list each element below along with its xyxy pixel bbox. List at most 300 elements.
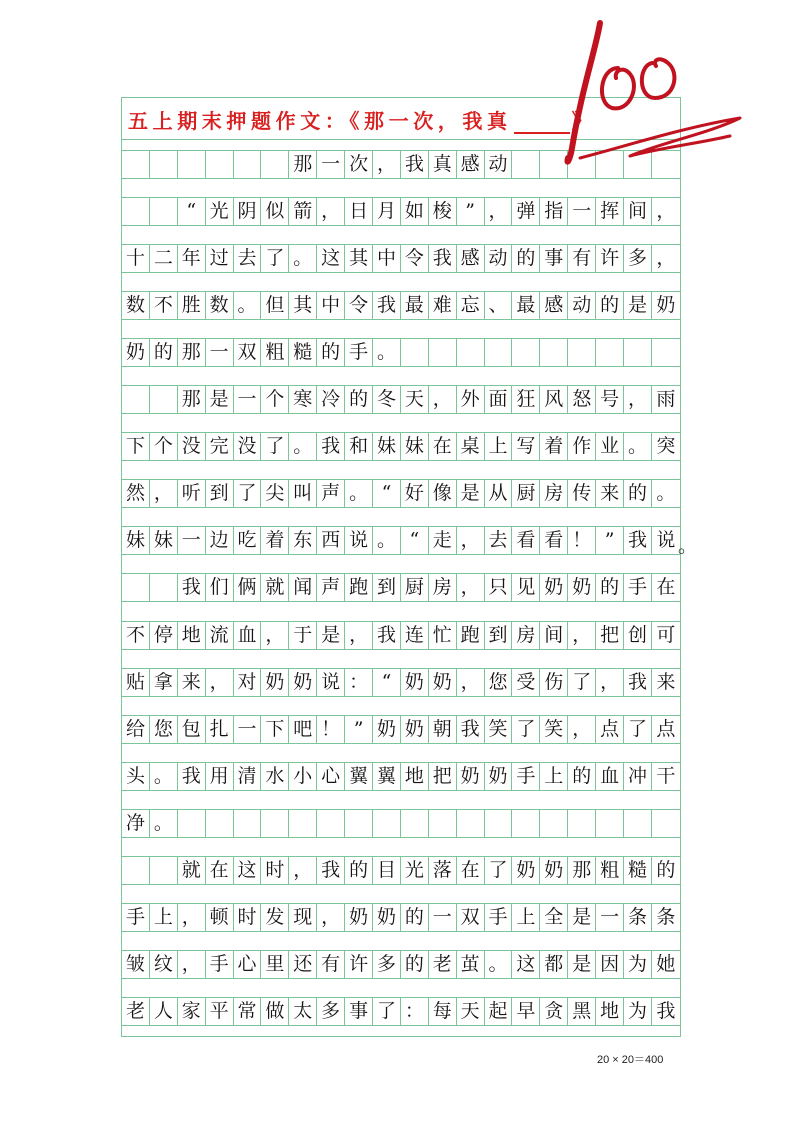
grid-cell: 冬 <box>373 385 401 414</box>
grid-cell: 我 <box>317 432 345 461</box>
essay-row <box>122 197 680 226</box>
underline-swoosh <box>580 118 740 158</box>
grid-cell: 就 <box>261 573 289 602</box>
grid-cell: 的 <box>568 762 596 791</box>
grid-cell: 。 <box>234 291 262 320</box>
grid-cell: 这 <box>234 856 262 885</box>
grid-cell: 日 <box>345 197 373 226</box>
grid-cell: 间 <box>540 621 568 650</box>
grid-cell: 令 <box>401 244 429 273</box>
grid-cell: 不 <box>150 291 178 320</box>
grid-cell: 我 <box>373 621 401 650</box>
grid-cell: 一 <box>317 150 345 179</box>
grid-cell: 黑 <box>568 997 596 1026</box>
grid-cell: ！ <box>317 715 345 744</box>
grid-cell: 翼 <box>345 762 373 791</box>
grid-cell: 好 <box>401 479 429 508</box>
grid-cell: 地 <box>178 621 206 650</box>
grid-cell: 声 <box>317 479 345 508</box>
grid-cell: 奶 <box>373 715 401 744</box>
grid-cell: 声 <box>317 573 345 602</box>
grid-cell: “ <box>401 526 429 555</box>
grid-cell: ， <box>485 197 513 226</box>
grid-cell: ！ <box>568 526 596 555</box>
grid-cell: 我 <box>401 150 429 179</box>
grid-cell: ， <box>317 903 345 932</box>
grid-cell: 一 <box>178 526 206 555</box>
grid-cell: 为 <box>624 950 652 979</box>
grid-cell: 我 <box>457 715 485 744</box>
grid-cell: 是 <box>568 950 596 979</box>
grid-cell: 给 <box>122 715 150 744</box>
grid-cell: 光 <box>206 197 234 226</box>
grid-cell: 。 <box>485 950 513 979</box>
grid-cell: 多 <box>624 244 652 273</box>
grid-cell: 突 <box>652 432 680 461</box>
grid-cell: 许 <box>596 244 624 273</box>
grid-cell: 糙 <box>289 338 317 367</box>
grid-cell: 一 <box>596 903 624 932</box>
grid-cell <box>512 338 540 367</box>
grid-cell: 上 <box>485 432 513 461</box>
grid-cell <box>457 809 485 838</box>
grid-cell: 吃 <box>234 526 262 555</box>
grid-cell: 过 <box>206 244 234 273</box>
grid-cell <box>429 809 457 838</box>
essay-row <box>122 526 680 555</box>
grade-score-100 <box>560 8 750 173</box>
grid-cell: 从 <box>485 479 513 508</box>
grid-cell: 为 <box>624 997 652 1026</box>
grid-cell: 了 <box>261 432 289 461</box>
grid-cell: 完 <box>206 432 234 461</box>
grid-cell: 像 <box>429 479 457 508</box>
grid-cell <box>596 809 624 838</box>
grid-cell <box>234 150 262 179</box>
grid-cell: 了 <box>568 668 596 697</box>
grid-cell <box>401 338 429 367</box>
grid-cell: 光 <box>401 856 429 885</box>
grid-cell: 冷 <box>317 385 345 414</box>
grid-cell: 没 <box>234 432 262 461</box>
grid-cell: 笑 <box>485 715 513 744</box>
grid-cell: ， <box>178 903 206 932</box>
grid-cell <box>206 150 234 179</box>
digit-0-second-stroke <box>642 59 675 98</box>
grid-cell: ” <box>596 526 624 555</box>
grid-cell: 上 <box>150 903 178 932</box>
grid-cell: 看 <box>540 526 568 555</box>
grid-cell: 的 <box>624 479 652 508</box>
grid-cell: 。 <box>373 338 401 367</box>
grid-cell: 说 <box>317 668 345 697</box>
grid-cell: 业 <box>596 432 624 461</box>
grid-cell: 十 <box>122 244 150 273</box>
grid-cell: 清 <box>234 762 262 791</box>
grid-cell: 似 <box>261 197 289 226</box>
grid-cell: 太 <box>289 997 317 1026</box>
grid-cell: 可 <box>652 621 680 650</box>
grid-cell: 她 <box>652 950 680 979</box>
grid-cell <box>150 385 178 414</box>
grid-cell <box>540 809 568 838</box>
grid-cell <box>206 809 234 838</box>
grid-cell: 不 <box>122 621 150 650</box>
grid-cell: 桌 <box>457 432 485 461</box>
grid-cell: “ <box>373 668 401 697</box>
grid-cell: 东 <box>289 526 317 555</box>
essay-row <box>122 903 680 932</box>
grid-cell: 连 <box>401 621 429 650</box>
digit-1-stroke <box>567 23 600 162</box>
grid-cell: 天 <box>457 997 485 1026</box>
grid-cell: 全 <box>540 903 568 932</box>
grid-cell: 。 <box>150 762 178 791</box>
grid-cell <box>401 809 429 838</box>
grid-cell: 的 <box>596 291 624 320</box>
grid-cell: 您 <box>150 715 178 744</box>
essay-row <box>122 244 680 273</box>
grid-cell: 见 <box>512 573 540 602</box>
grid-cell: 我 <box>373 291 401 320</box>
grid-cell: 把 <box>596 621 624 650</box>
grid-cell <box>568 809 596 838</box>
grid-cell: 难 <box>429 291 457 320</box>
grid-cell: 条 <box>624 903 652 932</box>
grid-cell: ， <box>652 197 680 226</box>
grid-cell: 老 <box>429 950 457 979</box>
grid-cell: 。 <box>150 809 178 838</box>
grid-cell: 叫 <box>289 479 317 508</box>
grid-cell: 每 <box>429 997 457 1026</box>
grid-cell: 做 <box>261 997 289 1026</box>
grid-cell: 如 <box>401 197 429 226</box>
grid-cell: ， <box>624 385 652 414</box>
grid-cell: 真 <box>429 150 457 179</box>
grid-cell: 一 <box>206 338 234 367</box>
grid-cell: 我 <box>652 997 680 1026</box>
grid-cell: 了 <box>624 715 652 744</box>
grid-cell: 因 <box>596 950 624 979</box>
grid-cell: 对 <box>234 668 262 697</box>
grid-cell <box>150 573 178 602</box>
grid-cell <box>150 856 178 885</box>
grid-cell: 我 <box>178 573 206 602</box>
grid-cell: 是 <box>568 903 596 932</box>
essay-row <box>122 762 680 791</box>
grid-cell: 家 <box>178 997 206 1026</box>
grid-cell: 条 <box>652 903 680 932</box>
grid-cell: 小 <box>289 762 317 791</box>
grid-cell: 这 <box>512 950 540 979</box>
grid-cell: 们 <box>206 573 234 602</box>
grid-cell: 中 <box>373 244 401 273</box>
grid-cell: 常 <box>234 997 262 1026</box>
grid-cell: 了 <box>234 479 262 508</box>
grid-cell: ” <box>457 197 485 226</box>
essay-row <box>122 950 680 979</box>
composition-title <box>128 105 596 134</box>
grid-cell: 平 <box>206 997 234 1026</box>
grid-cell: 发 <box>261 903 289 932</box>
grid-cell: 年 <box>178 244 206 273</box>
grid-cell: 一 <box>234 385 262 414</box>
grid-cell: 时 <box>234 903 262 932</box>
grid-cell: 边 <box>206 526 234 555</box>
title-suffix: 》 <box>571 109 597 133</box>
grid-cell: 最 <box>512 291 540 320</box>
grid-cell: 事 <box>345 997 373 1026</box>
grid-cell: ” <box>345 715 373 744</box>
grid-cell: 心 <box>317 762 345 791</box>
grid-cell: 妹 <box>401 432 429 461</box>
grid-cell: 房 <box>540 479 568 508</box>
grid-cell <box>178 809 206 838</box>
grid-cell: 寒 <box>289 385 317 414</box>
grid-cell: 听 <box>178 479 206 508</box>
grid-cell: 厨 <box>401 573 429 602</box>
grid-cell: 了 <box>261 244 289 273</box>
grid-cell: 上 <box>512 903 540 932</box>
grid-cell: 。 <box>289 432 317 461</box>
grid-cell <box>652 809 680 838</box>
grid-cell: 雨 <box>652 385 680 414</box>
grid-cell: 梭 <box>429 197 457 226</box>
grid-cell: 到 <box>206 479 234 508</box>
grid-cell: 老 <box>122 997 150 1026</box>
grid-cell: 。 <box>345 479 373 508</box>
grid-cell: 的 <box>345 385 373 414</box>
grid-cell: ， <box>317 197 345 226</box>
grid-cell: 和 <box>345 432 373 461</box>
grid-cell: 就 <box>178 856 206 885</box>
grid-cell: 的 <box>345 856 373 885</box>
grid-cell: 来 <box>178 668 206 697</box>
grid-cell <box>261 809 289 838</box>
grid-cell <box>122 573 150 602</box>
grid-cell: 了 <box>512 715 540 744</box>
grid-cell: 动 <box>568 291 596 320</box>
grid-cell: 指 <box>540 197 568 226</box>
grid-cell: 最 <box>401 291 429 320</box>
grid-cell: 奶 <box>457 762 485 791</box>
grid-cell: 心 <box>234 950 262 979</box>
grid-cell: 的 <box>150 338 178 367</box>
grid-cell: 闻 <box>289 573 317 602</box>
grid-cell: 间 <box>624 197 652 226</box>
grid-cell: 感 <box>457 150 485 179</box>
grid-cell: 的 <box>652 856 680 885</box>
grid-cell <box>317 809 345 838</box>
grid-cell <box>150 197 178 226</box>
grid-cell: 干 <box>652 762 680 791</box>
grid-cell: ， <box>596 668 624 697</box>
grid-cell: 下 <box>122 432 150 461</box>
grid-cell: 起 <box>485 997 513 1026</box>
grid-cell: 一 <box>234 715 262 744</box>
grid-cell: 朝 <box>429 715 457 744</box>
grid-cell: ： <box>345 668 373 697</box>
grid-cell: 有 <box>317 950 345 979</box>
grid-cell: 说 <box>345 526 373 555</box>
grid-cell: 受 <box>512 668 540 697</box>
grid-cell <box>596 338 624 367</box>
grid-cell: 粗 <box>596 856 624 885</box>
grid-cell: ， <box>206 668 234 697</box>
grid-cell: 传 <box>568 479 596 508</box>
grid-cell: 在 <box>457 856 485 885</box>
grid-cell: 下 <box>261 715 289 744</box>
grid-cell: 忘 <box>457 291 485 320</box>
grid-cell: 许 <box>345 950 373 979</box>
grid-cell: 风 <box>540 385 568 414</box>
grid-cell: 那 <box>568 856 596 885</box>
grid-cell: 其 <box>289 291 317 320</box>
grid-cell: 纹 <box>150 950 178 979</box>
grid-cell: 糙 <box>624 856 652 885</box>
grid-cell: 贪 <box>540 997 568 1026</box>
grid-cell <box>540 338 568 367</box>
grid-cell <box>624 338 652 367</box>
grid-cell: 皱 <box>122 950 150 979</box>
grid-cell: 顿 <box>206 903 234 932</box>
essay-row <box>122 715 680 744</box>
overflow-punctuation: 。 <box>678 535 698 557</box>
grid-cell: ， <box>429 385 457 414</box>
grid-cell <box>122 150 150 179</box>
grid-cell: 胜 <box>178 291 206 320</box>
grid-cell: 天 <box>401 385 429 414</box>
grid-cell <box>122 385 150 414</box>
composition-grid-paper <box>121 97 681 1037</box>
grid-cell: 手 <box>485 903 513 932</box>
grid-cell: 停 <box>150 621 178 650</box>
grid-cell <box>289 809 317 838</box>
grid-cell: 双 <box>234 338 262 367</box>
grid-cell: 作 <box>568 432 596 461</box>
grid-cell: 房 <box>429 573 457 602</box>
grid-cell: 是 <box>206 385 234 414</box>
grid-cell: 的 <box>317 338 345 367</box>
grid-cell: 西 <box>317 526 345 555</box>
grid-cell: 奶 <box>401 715 429 744</box>
grid-cell: 。 <box>373 526 401 555</box>
grid-cell: 厨 <box>512 479 540 508</box>
grid-cell: 数 <box>206 291 234 320</box>
grid-cell: 那 <box>289 150 317 179</box>
grid-cell: 地 <box>596 997 624 1026</box>
grid-cell: 的 <box>401 950 429 979</box>
grid-cell <box>122 856 150 885</box>
grid-cell: 狂 <box>512 385 540 414</box>
grid-cell: 到 <box>373 573 401 602</box>
grid-cell: 在 <box>206 856 234 885</box>
grid-cell: 净 <box>122 809 150 838</box>
grid-cell: 多 <box>373 950 401 979</box>
grid-cell: 。 <box>289 244 317 273</box>
grid-cell: 里 <box>261 950 289 979</box>
grid-cell: 阴 <box>234 197 262 226</box>
grid-cell: 那 <box>178 385 206 414</box>
grid-cell: 忙 <box>429 621 457 650</box>
grid-cell: 上 <box>540 762 568 791</box>
grid-cell: ， <box>261 621 289 650</box>
grid-cell: 了 <box>485 856 513 885</box>
grid-cell: 血 <box>234 621 262 650</box>
grid-cell: 月 <box>373 197 401 226</box>
grid-cell: 怒 <box>568 385 596 414</box>
grid-cell: 落 <box>429 856 457 885</box>
essay-row <box>122 997 680 1026</box>
grid-cell: 手 <box>345 338 373 367</box>
essay-row <box>122 856 680 885</box>
grid-cell: 奶 <box>261 668 289 697</box>
grid-cell: 冲 <box>624 762 652 791</box>
grid-cell: 一 <box>568 197 596 226</box>
grid-cell: 奶 <box>512 856 540 885</box>
grid-cell: 都 <box>540 950 568 979</box>
grid-cell: 外 <box>457 385 485 414</box>
grid-cell: ， <box>652 244 680 273</box>
grid-cell: 了 <box>373 997 401 1026</box>
grid-cell: 妹 <box>150 526 178 555</box>
grid-cell <box>373 809 401 838</box>
grid-cell: 时 <box>261 856 289 885</box>
grid-cell <box>485 338 513 367</box>
grid-cell: ， <box>457 668 485 697</box>
grid-cell: 着 <box>540 432 568 461</box>
grid-cell <box>150 150 178 179</box>
essay-row <box>122 385 680 414</box>
grid-cell: 妹 <box>373 432 401 461</box>
grid-cell: 去 <box>234 244 262 273</box>
grid-cell: 早 <box>512 997 540 1026</box>
grid-cell: 把 <box>429 762 457 791</box>
grid-cell: 扎 <box>206 715 234 744</box>
grid-cell: 跑 <box>345 573 373 602</box>
grid-cell <box>234 809 262 838</box>
grid-cell: 我 <box>178 762 206 791</box>
grid-cell <box>178 150 206 179</box>
grid-cell: 但 <box>261 291 289 320</box>
grid-cell: 血 <box>596 762 624 791</box>
grid-cell: 水 <box>261 762 289 791</box>
grid-cell: ， <box>568 621 596 650</box>
grid-cell <box>485 809 513 838</box>
grid-cell: 的 <box>596 573 624 602</box>
grid-cell: ： <box>401 997 429 1026</box>
grid-cell: 房 <box>512 621 540 650</box>
grid-cell: 说 <box>652 526 680 555</box>
grid-cell: 只 <box>485 573 513 602</box>
grid-cell: 我 <box>317 856 345 885</box>
grid-cell: 我 <box>624 668 652 697</box>
title-prefix: 五上期末押题作文：《那一次，我真 <box>128 109 512 133</box>
grid-cell: 妹 <box>122 526 150 555</box>
grid-cell: 令 <box>345 291 373 320</box>
grid-cell: 跑 <box>457 621 485 650</box>
grid-cell: 奶 <box>345 903 373 932</box>
grid-cell: 您 <box>485 668 513 697</box>
grid-cell: 有 <box>568 244 596 273</box>
grid-cell <box>512 809 540 838</box>
grid-cell: 中 <box>317 291 345 320</box>
grid-cell: 二 <box>150 244 178 273</box>
grid-cell: 弹 <box>512 197 540 226</box>
grid-cell: 手 <box>512 762 540 791</box>
grid-cell: 吧 <box>289 715 317 744</box>
grid-cell <box>261 150 289 179</box>
